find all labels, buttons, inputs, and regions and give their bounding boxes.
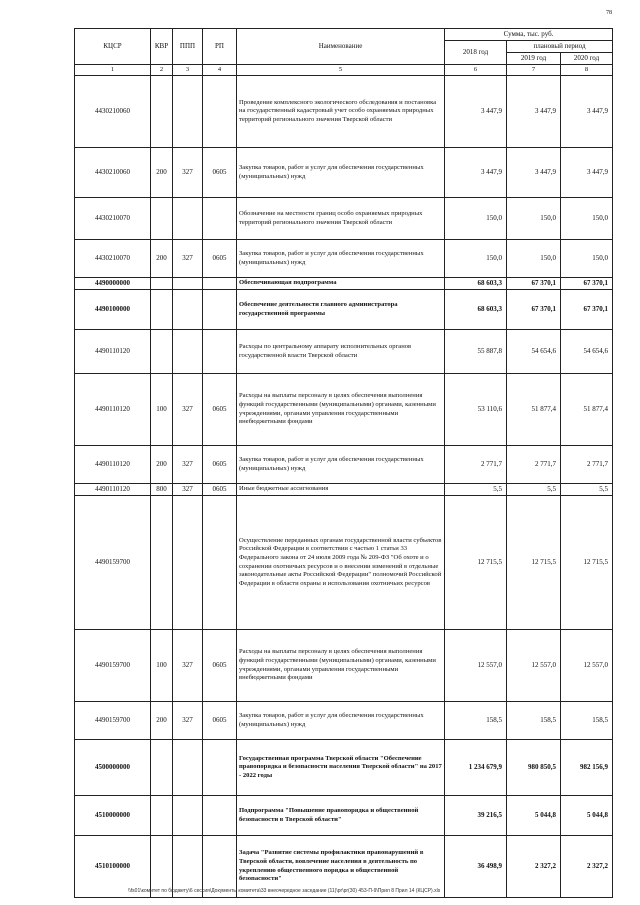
cell-2020: 12 557,0 (561, 630, 613, 702)
budget-table (74, 28, 613, 898)
cell-2020: 3 447,9 (561, 148, 613, 198)
cell-2019: 158,5 (507, 702, 561, 740)
header-sum-title: Сумма, тыс. руб. (445, 29, 613, 41)
header-kcsr: КЦСР (75, 29, 151, 65)
cell-2018: 36 498,9 (445, 836, 507, 898)
cell-rp (203, 278, 237, 290)
header-planning-period: плановый период (507, 41, 613, 53)
cell-name: Расходы на выплаты персоналу в целях обеспечения выполнения функций государственными (муниципальными) органами, казенными учреждениями, органами управления государственными внебюджетными фондами (237, 374, 445, 446)
cell-kcsr: 4430210070 (75, 198, 151, 240)
cell-kcsr: 4510000000 (75, 796, 151, 836)
table-row-subprogram (75, 796, 613, 836)
footer-file-path: \\fs01\комитет по бюджету\6 сессия\Документы комитета\33 внеочередное заседание (11)\pr\pr(30) 453-П-9\Прил 8 Прил 14 (КЦСР).xls (128, 888, 441, 894)
header-year-2018: 2018 год (445, 41, 507, 65)
cell-rp: 0605 (203, 374, 237, 446)
cell-2019: 12 557,0 (507, 630, 561, 702)
cell-2019: 3 447,9 (507, 76, 561, 148)
cell-kvr: 800 (151, 484, 173, 496)
cell-2019: 150,0 (507, 198, 561, 240)
column-index: 1 (75, 65, 151, 76)
cell-rp (203, 330, 237, 374)
cell-2020: 150,0 (561, 198, 613, 240)
table-row (75, 240, 613, 278)
cell-kvr: 100 (151, 630, 173, 702)
cell-rp (203, 796, 237, 836)
cell-name: Осуществление переданных органам государственной власти субъектов Российской Федерации в соответствии с частью 1 статьи 33 Федерального закона от 24 июля 2009 года № 209-ФЗ "Об охоте и о сохранении охотничьих ресурсов и о внесении изменений в отдельные законодательные акты Российской Федерации" полномочий Российской Федерации в области охраны и использования охотничьих ресурсов (237, 496, 445, 630)
table-row (75, 76, 613, 148)
cell-2018: 12 715,5 (445, 496, 507, 630)
cell-ppp (173, 740, 203, 796)
cell-2020: 67 370,1 (561, 278, 613, 290)
column-index: 2 (151, 65, 173, 76)
cell-2018: 55 887,8 (445, 330, 507, 374)
header-year-2020: 2020 год (561, 53, 613, 65)
cell-kvr (151, 496, 173, 630)
cell-rp (203, 740, 237, 796)
cell-kcsr: 4430210070 (75, 240, 151, 278)
cell-kvr (151, 198, 173, 240)
table-row (75, 446, 613, 484)
cell-ppp: 327 (173, 148, 203, 198)
cell-2020: 150,0 (561, 240, 613, 278)
cell-kcsr: 4490110120 (75, 446, 151, 484)
cell-2019: 54 654,6 (507, 330, 561, 374)
cell-2019: 12 715,5 (507, 496, 561, 630)
cell-2019: 67 370,1 (507, 278, 561, 290)
table-row-subprogram (75, 278, 613, 290)
cell-2019: 67 370,1 (507, 290, 561, 330)
cell-name: Расходы по центральному аппарату исполнительных органов государственной власти Тверской области (237, 330, 445, 374)
cell-name: Обеспечение деятельности главного администратора государственной программы (237, 290, 445, 330)
cell-kcsr: 4490159700 (75, 702, 151, 740)
cell-kvr: 100 (151, 374, 173, 446)
cell-2018: 12 557,0 (445, 630, 507, 702)
cell-rp: 0605 (203, 702, 237, 740)
cell-2019: 980 850,5 (507, 740, 561, 796)
table-row (75, 630, 613, 702)
column-index: 3 (173, 65, 203, 76)
cell-2020: 3 447,9 (561, 76, 613, 148)
column-index: 4 (203, 65, 237, 76)
cell-ppp (173, 290, 203, 330)
header-rp: РП (203, 29, 237, 65)
cell-name: Расходы на выплаты персоналу в целях обеспечения выполнения функций государственными (муниципальными) органами, казенными учреждениями, органами управления государственными внебюджетными фондами (237, 630, 445, 702)
cell-kvr: 200 (151, 240, 173, 278)
cell-2020: 5,5 (561, 484, 613, 496)
cell-kvr (151, 740, 173, 796)
header-name: Наименование (237, 29, 445, 65)
cell-2019: 5,5 (507, 484, 561, 496)
cell-kcsr: 4430210060 (75, 76, 151, 148)
cell-ppp (173, 198, 203, 240)
cell-2018: 68 603,3 (445, 278, 507, 290)
cell-2018: 68 603,3 (445, 290, 507, 330)
cell-2018: 3 447,9 (445, 148, 507, 198)
cell-2018: 150,0 (445, 240, 507, 278)
cell-2019: 150,0 (507, 240, 561, 278)
cell-name: Подпрограмма "Повышение правопорядка и общественной безопасности в Тверской области" (237, 796, 445, 836)
table-row (75, 198, 613, 240)
cell-kcsr: 4490159700 (75, 630, 151, 702)
cell-2018: 1 234 679,9 (445, 740, 507, 796)
cell-2020: 2 771,7 (561, 446, 613, 484)
cell-name: Проведение комплексного экологического обследования и постановка на государственный кадастровый учет особо охраняемых природных территорий регионального значения Тверской области (237, 76, 445, 148)
cell-kvr: 200 (151, 702, 173, 740)
cell-ppp: 327 (173, 630, 203, 702)
cell-kvr (151, 330, 173, 374)
header-year-2019: 2019 год (507, 53, 561, 65)
cell-2018: 3 447,9 (445, 76, 507, 148)
cell-rp (203, 198, 237, 240)
cell-kcsr: 4500000000 (75, 740, 151, 796)
cell-rp: 0605 (203, 240, 237, 278)
cell-ppp: 327 (173, 240, 203, 278)
cell-kcsr: 4490110120 (75, 484, 151, 496)
cell-kvr (151, 278, 173, 290)
cell-kvr: 200 (151, 148, 173, 198)
cell-kcsr: 4490110120 (75, 330, 151, 374)
cell-kvr (151, 290, 173, 330)
cell-name: Иные бюджетные ассигнования (237, 484, 445, 496)
cell-name: Закупка товаров, работ и услуг для обеспечения государственных (муниципальных) нужд (237, 702, 445, 740)
cell-kvr (151, 796, 173, 836)
cell-ppp (173, 76, 203, 148)
cell-2018: 150,0 (445, 198, 507, 240)
cell-ppp: 327 (173, 702, 203, 740)
cell-2020: 2 327,2 (561, 836, 613, 898)
column-index: 7 (507, 65, 561, 76)
table-row (75, 148, 613, 198)
cell-2020: 67 370,1 (561, 290, 613, 330)
cell-ppp (173, 278, 203, 290)
cell-2019: 2 771,7 (507, 446, 561, 484)
cell-2018: 39 216,5 (445, 796, 507, 836)
cell-ppp: 327 (173, 446, 203, 484)
cell-kcsr: 4510100000 (75, 836, 151, 898)
cell-2018: 158,5 (445, 702, 507, 740)
table-row-task (75, 290, 613, 330)
cell-2020: 51 877,4 (561, 374, 613, 446)
cell-2020: 12 715,5 (561, 496, 613, 630)
cell-ppp: 327 (173, 374, 203, 446)
cell-kvr (151, 76, 173, 148)
header-ppp: ППП (173, 29, 203, 65)
cell-2019: 3 447,9 (507, 148, 561, 198)
cell-rp: 0605 (203, 630, 237, 702)
cell-name: Задача "Развитие системы профилактики правонарушений в Тверской области, вовлечение населения в деятельность по укреплению общественного порядка и общественной безопасности" (237, 836, 445, 898)
cell-kcsr: 4490110120 (75, 374, 151, 446)
cell-ppp: 327 (173, 484, 203, 496)
cell-name: Закупка товаров, работ и услуг для обеспечения государственных (муниципальных) нужд (237, 446, 445, 484)
cell-rp: 0605 (203, 148, 237, 198)
cell-ppp (173, 796, 203, 836)
column-index-row (75, 65, 613, 76)
cell-2020: 54 654,6 (561, 330, 613, 374)
cell-2019: 5 044,8 (507, 796, 561, 836)
cell-name: Закупка товаров, работ и услуг для обеспечения государственных (муниципальных) нужд (237, 240, 445, 278)
table-row (75, 702, 613, 740)
cell-ppp (173, 496, 203, 630)
table-row (75, 330, 613, 374)
cell-ppp (173, 330, 203, 374)
cell-kcsr: 4490159700 (75, 496, 151, 630)
budget-table-container (74, 28, 612, 898)
cell-rp: 0605 (203, 446, 237, 484)
column-index: 5 (237, 65, 445, 76)
column-index: 6 (445, 65, 507, 76)
table-row (75, 484, 613, 496)
cell-2018: 53 110,6 (445, 374, 507, 446)
cell-rp (203, 76, 237, 148)
header-kvr: КВР (151, 29, 173, 65)
table-row (75, 374, 613, 446)
page-number: 78 (606, 10, 612, 16)
cell-rp (203, 496, 237, 630)
cell-2019: 51 877,4 (507, 374, 561, 446)
cell-kcsr: 4430210060 (75, 148, 151, 198)
cell-name: Обеспечивающая подпрограмма (237, 278, 445, 290)
cell-2020: 158,5 (561, 702, 613, 740)
cell-name: Государственная программа Тверской области "Обеспечение правопорядка и безопасности населения Тверской области" на 2017 - 2022 годы (237, 740, 445, 796)
cell-rp (203, 290, 237, 330)
cell-name: Обозначение на местности границ особо охраняемых природных территорий регионального значения Тверской области (237, 198, 445, 240)
cell-2020: 5 044,8 (561, 796, 613, 836)
cell-2018: 2 771,7 (445, 446, 507, 484)
table-row (75, 496, 613, 630)
cell-kcsr: 4490100000 (75, 290, 151, 330)
cell-rp: 0605 (203, 484, 237, 496)
cell-kvr: 200 (151, 446, 173, 484)
cell-2018: 5,5 (445, 484, 507, 496)
cell-2019: 2 327,2 (507, 836, 561, 898)
cell-kcsr: 4490000000 (75, 278, 151, 290)
cell-name: Закупка товаров, работ и услуг для обеспечения государственных (муниципальных) нужд (237, 148, 445, 198)
column-index: 8 (561, 65, 613, 76)
table-row-program (75, 740, 613, 796)
cell-2020: 982 156,9 (561, 740, 613, 796)
